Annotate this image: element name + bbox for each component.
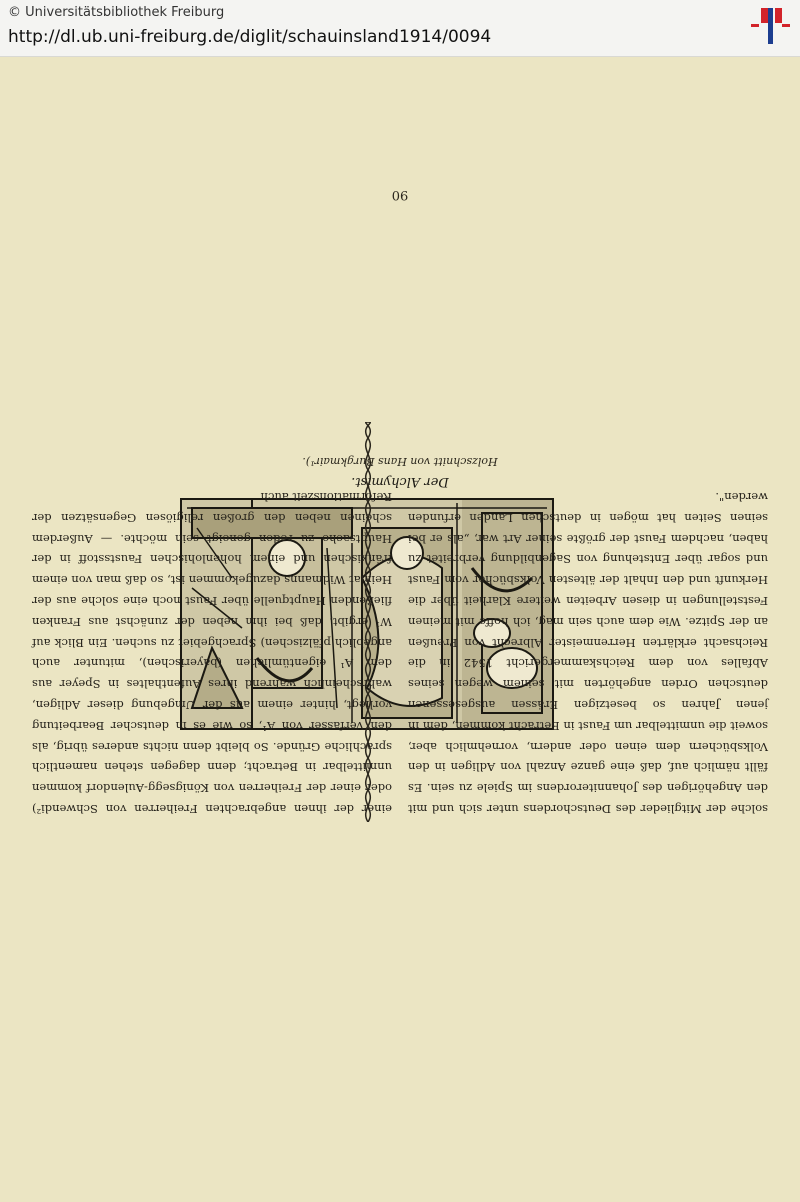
- viewer-header: [0, 0, 800, 57]
- text-column-right: einer der ihnen angebrachten Freiherren von Schwendi²) oder einer der Freiherren von Königsegg-Aulendorf kommen unmittelbar in Betracht; denn dagegen stehen namentlich sprachliche Gründe. So bleibt denn nichts anderes übrig, als den Verfasser von A¹, so wie es in deutscher Bearbeitung vorliegt, hinter einem aus der Umgebung dieser Adligen, wahrscheinlich während ihres Aufenthaltes in Speyer aus dem A¹ eigentümlichen (bayerischen), mitunter auch angeblich pfälzischen) Sprachgebiet zu suchen. Ein Blick auf W¹ ergibt, daß bei ihm neben der zunächst aus Franken fließenden Hauptquelle über Faust noch eine solche aus der Heimat Widmanns dazugekommen ist, so daß man von einem fränkischen und einem hohenlohischen Faustsstoff in der Hauptsache zu reden geneigt sein möchte. — Außerdem scheinen neben den großen religiösen Gegensätzen der Reformationszeit auch: [32, 490, 392, 816]
- document-url-link[interactable]: http://dl.ub.uni-freiburg.de/diglit/schauinsland1914/0094: [8, 27, 492, 47]
- ub-freiburg-logo-icon[interactable]: [748, 4, 792, 48]
- text-column-left: solche der Mitglieder des Deutschordens unter sich und mit den Angehörigen des Johanniterordens im Spiele zu sein. Es fällt nämlich auf, daß eine ganze Anzahl von Adligen in den Volksbüchern dem einen oder andern, vornehmlich aber, soweit die unmittelbar um Faust in Betracht kommen, dem in jenen Jahren so besetzigen Erässen ausgesessenen deutschen Orden angehörten mit seinem wegen seines Abfalles von dem Reichskammergericht 1542 in die Reichsacht erklärten Herrenmeister Albrecht von Preußen an der Spitze. Wie dem auch sein mag, ich hoffe mit meinen Feststellungen in diesen Arbeiten weitere Klarheit über die Herkunft und den Inhalt der ältesten Volksbücher vom Faust und sogar über Entstehung von Sagenbildung verbreitet zu haben, nachdem Faust der größte seiner Art war, „als er bei seinen Seiten hat mögen in deutschen Landen erfunden werden".: [408, 490, 768, 816]
- scanned-page: [0, 56, 800, 1202]
- illustration-caption-title: Der Alchymist.: [351, 474, 449, 489]
- rotated-page-content: [0, 56, 800, 1202]
- page-number: 90: [391, 187, 409, 202]
- copyright-notice: © Universitätsbibliothek Freiburg: [8, 5, 225, 20]
- illustration-caption-subtitle: Holzschnitt von Hans Burgkmair¹).: [302, 455, 498, 468]
